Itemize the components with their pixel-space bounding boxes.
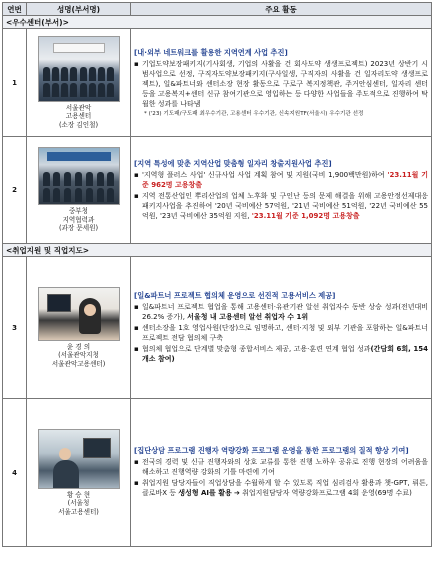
person-name-line: 서울관악 <box>65 103 92 112</box>
highlight-text: (간담회 6회, 154개소 참여) <box>142 344 428 363</box>
group-photo <box>38 147 120 205</box>
activity-item <box>134 457 428 477</box>
person-cell <box>27 29 131 137</box>
activity-text: 일&파트너 프로젝트 협업을 통해 고용센터·유관기관 알선 취업자수 동반 상승 성과(전년대비 26.2% 증가), <box>142 302 428 321</box>
award-table-container <box>2 2 431 547</box>
activity-title: [지역 특성에 맞춘 지역산업 맞춤형 일자리 창출지원사업 추진] <box>134 158 332 168</box>
group-photo <box>38 36 120 102</box>
bullet-icon: ▪ <box>134 323 139 332</box>
bullet-icon: ▪ <box>134 344 139 353</box>
section-header-excellent-center <box>3 16 432 29</box>
activity-title: [일&파트너 프로젝트 협의체 운영으로 선진적 고용서비스 제공] <box>134 290 336 300</box>
person-photo <box>38 429 120 489</box>
highlight-text: '23.11월 기준 1,092명 고용창출 <box>251 211 360 220</box>
bullet-icon: ▪ <box>134 302 139 311</box>
table-row <box>3 29 432 137</box>
activity-text: 기업도약보장패키지(기사회생, 기업의 사활을 건 회사도약 생생프로젝트) 2023년 상반기 시범사업으로 선정, 구직자도약보장패키지(구사일생, 구직자의 사활을 건 일자리도약 생생프로젝트), 일&파트너와 센터소장 현장 활동으로 구로구 복지정책관, 주거안심센터, 일자리 센터 등을 고용복지+센터 신규 참여기관으로 영입하는 등 다양한 사업들을 주도적으로 진행하여 탁월한 성과를 나타냄 <box>142 59 428 108</box>
activity-text: 협의체 협업으로 단계별 맞춤형 종합서비스 제공, 고용·훈련 연계 협업 성과 <box>142 344 371 353</box>
bullet-icon: ▪ <box>134 191 139 200</box>
activity-note: * ('23) 기도패/구도패 최우수기관, 고용센터 우수기관, 신속지원TF(서울시) 우수기관 선정 <box>144 110 364 117</box>
bullet-icon: ▪ <box>134 59 139 68</box>
person-cell <box>27 399 131 547</box>
highlight-text: 서울청 내 고용센터 알선 취업자 수 1위 <box>187 312 309 321</box>
activity-item <box>134 191 428 221</box>
person-dept-line: 고용센터 <box>65 112 92 121</box>
activity-item <box>134 323 428 343</box>
activity-text: 전국의 경력 및 신규 진행자와의 상호 교류를 통한 진행 노하우 공유로 진행 현장의 어려움을 해소하고 진행역량 강화의 기틀 마련에 기여 <box>142 458 428 476</box>
section-title: <우수센터(부서)> <box>3 16 432 29</box>
activity-item <box>134 170 428 190</box>
row-number: 4 <box>3 399 27 547</box>
activity-title: [내·외부 네트워크를 활용한 지역연계 사업 추진] <box>134 47 288 57</box>
activity-text: 취업지원 담당자들이 직업상담을 수월하게 할 수 있도록 직업 심리검사 활용과 챗-GPT, 뤼튼, 클로바X 등 <box>142 479 428 497</box>
activity-item <box>134 59 428 109</box>
person-cell <box>27 137 131 244</box>
person-role-line: (과장 문세원) <box>58 224 99 233</box>
person-dept-line: (서울청 <box>67 499 90 508</box>
person-dept-line: 지역협력과 <box>62 215 95 224</box>
activity-item <box>134 478 428 498</box>
person-dept-line: (서울관악지청 <box>58 351 99 360</box>
person-photo <box>38 287 120 341</box>
person-cell <box>27 257 131 399</box>
activity-text: '지역형 플러스 사업' 신규사업 사업 계획 참여 및 지원(국비 1,900백만원)하여 <box>142 170 388 179</box>
person-role-line: (소장 김인철) <box>58 120 99 129</box>
table-row <box>3 137 432 244</box>
bullet-icon: ▪ <box>134 170 139 179</box>
activity-cell <box>131 29 432 137</box>
person-name-line: 황 승 현 <box>66 490 91 499</box>
award-table <box>2 2 432 547</box>
bullet-icon: ▪ <box>134 479 139 487</box>
header-name: 성명(부서명) <box>27 3 131 16</box>
row-number: 3 <box>3 257 27 399</box>
header-activity: 주요 활동 <box>131 3 432 16</box>
activity-cell <box>131 137 432 244</box>
activity-title: [집단상담 프로그램 진행자 역량강화 프로그램 운영을 통한 프로그램의 질적 향상 기여] <box>134 446 409 455</box>
activity-text-tail: ➔ 취업지원담당자 역량강화프로그램 4회 운영(69명 수료) <box>231 489 412 497</box>
highlight-text: 생성형 AI를 활용 <box>178 489 232 497</box>
section-header-employment-support <box>3 244 432 257</box>
table-row <box>3 257 432 399</box>
header-no: 연번 <box>3 3 27 16</box>
person-name-line: 윤 경 의 <box>66 342 91 351</box>
person-name-line: 중부청 <box>68 207 89 216</box>
activity-text: 센터소장을 1호 영업사원(단장)으로 임명하고, 센터·지청 및 외부 기관을 포함하는 일&파트너 프로젝트 전담 협의체 구축 <box>142 323 428 342</box>
bullet-icon: ▪ <box>134 458 139 466</box>
table-row <box>3 399 432 547</box>
row-number: 2 <box>3 137 27 244</box>
person-role-line: 서울관악고용센터) <box>51 359 106 368</box>
section-title: <취업지원 및 직업지도> <box>3 244 432 257</box>
person-role-line: 서울고용센터) <box>58 507 99 516</box>
header-row <box>3 3 432 16</box>
activity-cell <box>131 257 432 399</box>
row-number: 1 <box>3 29 27 137</box>
highlight-text: '23.11월 기준 962명 고용창출 <box>142 170 428 189</box>
activity-item <box>134 344 428 364</box>
activity-item <box>134 302 428 322</box>
activity-cell <box>131 399 432 547</box>
activity-text: 지역 전통산업인 뿌리산업의 업체 노후화 및 구인난 등의 문제 해결을 위해 고용안정선제대응패키지사업을 추진하여 '20년 국비예산 57억원, '21년 국비예산 51억원, '22년 국비예산 55억원, '23년 국비예산 35억원 지원, <box>142 191 428 220</box>
